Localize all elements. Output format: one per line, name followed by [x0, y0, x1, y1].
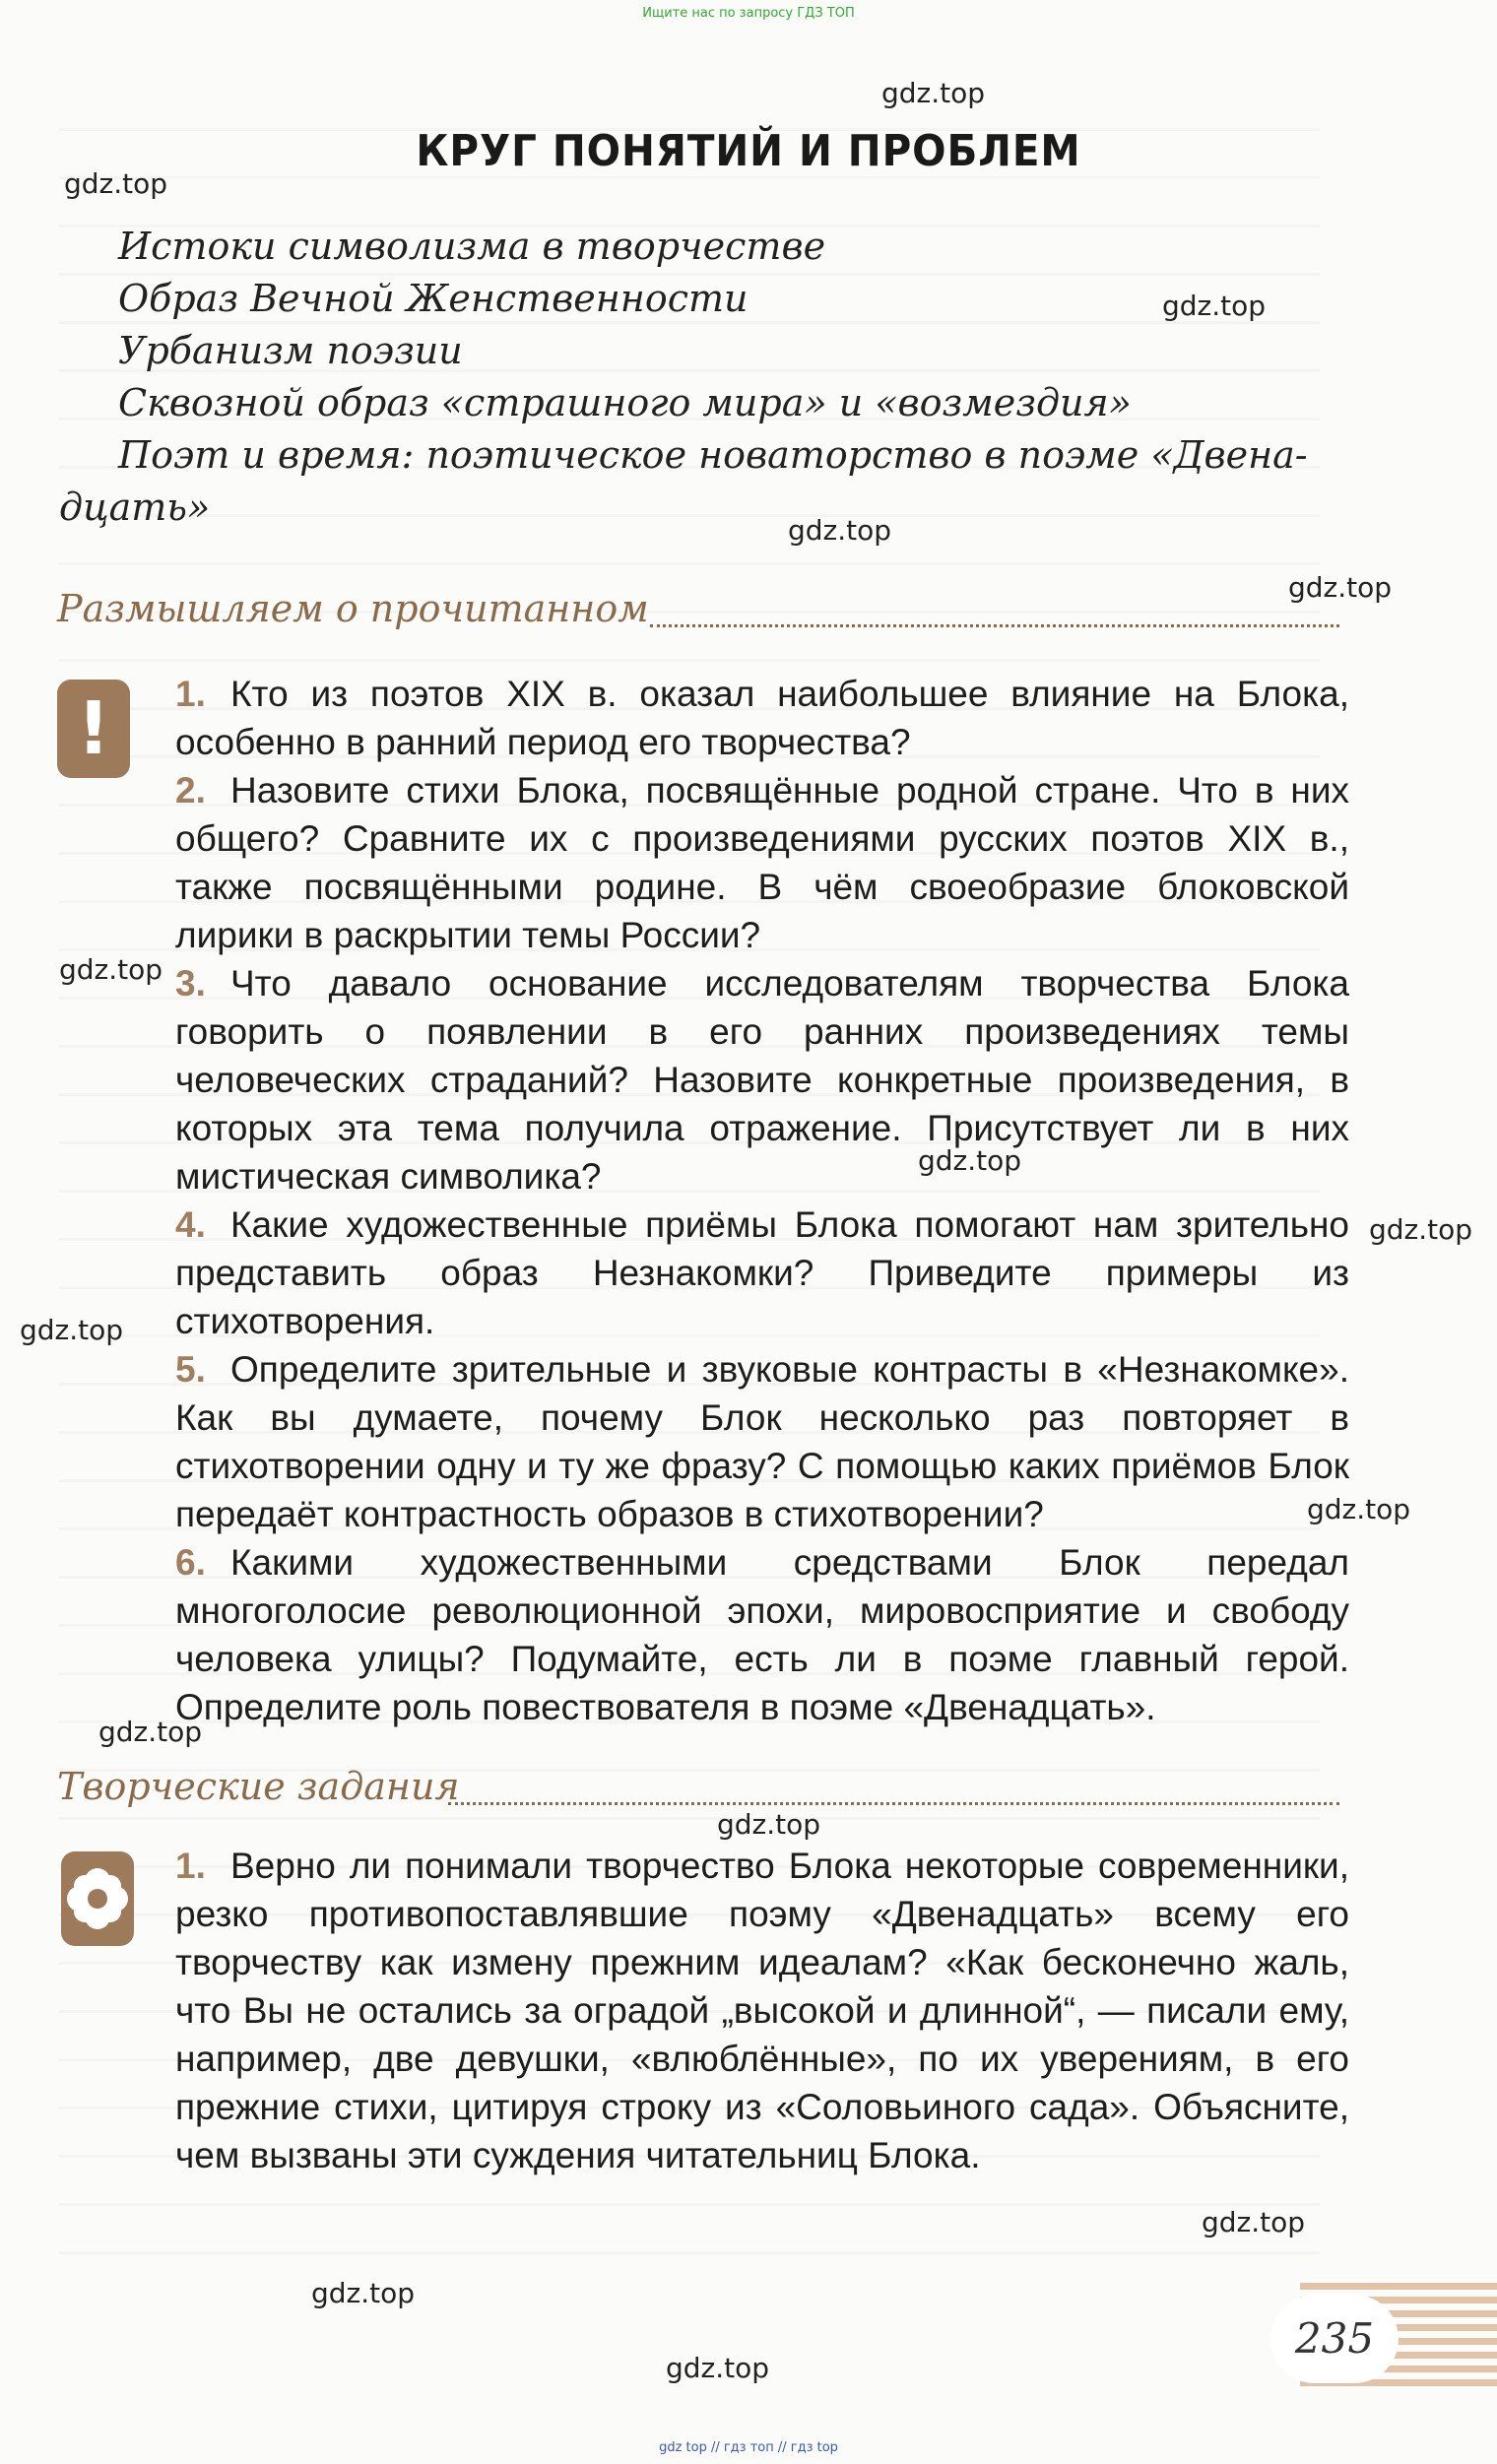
- section-title-reflect: Размышляем о прочитанном: [57, 587, 649, 630]
- top-banner: Ищите нас по запросу ГДЗ ТОП: [642, 6, 855, 21]
- question-text: Кто из поэтов XIX в. оказал наибольшее влияние на Блока, особенно в ранний период его творчества?: [175, 674, 1349, 762]
- watermark: gdz.top: [918, 1144, 1022, 1177]
- task-text: Верно ли понимали творчество Блока некоторые современники, резко противопоставлявшие поэму «Двенадцать» всему его творчеству как измену прежним идеалам? «Как бесконечно жаль, что Вы не остались за оградой „высокой и длинной“, — писали ему, например, две девушки, «влюблённые», по их уверениям, в его прежние стихи, цитируя строку из «Соловьиного сада». Объясните, чем вызваны эти суждения читательниц Блока.: [175, 1846, 1349, 2175]
- question-number: 4.: [175, 1204, 206, 1245]
- question-1: [175, 670, 1349, 766]
- question-4: [175, 1200, 1349, 1345]
- task-1: [175, 1842, 1349, 2179]
- watermark: gdz.top: [717, 1808, 821, 1841]
- concept-item: Истоки символизма в творчестве: [118, 225, 826, 268]
- watermark: gdz.top: [1307, 1493, 1411, 1525]
- page-heading: КРУГ ПОНЯТИЙ И ПРОБЛЕМ: [416, 126, 1081, 176]
- watermark: gdz.top: [64, 167, 168, 200]
- watermark: gdz.top: [666, 2352, 770, 2384]
- section-title-creative: Творческие задания: [57, 1765, 460, 1808]
- question-2: [175, 766, 1349, 959]
- watermark: gdz.top: [59, 953, 163, 986]
- watermark: gdz.top: [1369, 1213, 1473, 1246]
- concept-item-continuation: дцать»: [59, 486, 211, 529]
- concepts-list: [59, 221, 1349, 534]
- concept-item: Образ Вечной Женственности: [118, 277, 748, 320]
- section-divider: [650, 624, 1339, 627]
- question-text: Какими художественными средствами Блок передал многоголосие революционной эпохи, мировосприятие и свободу человека улицы? Подумайте, есть ли в поэме главный герой. Определите роль повествователя в поэме «Двенадцать».: [175, 1542, 1349, 1727]
- question-text: Какие художественные приёмы Блока помогают нам зрительно представить образ Незнакомки? Приведите примеры из стихотворения.: [175, 1204, 1349, 1341]
- question-number: 5.: [175, 1349, 206, 1390]
- question-number: 1.: [175, 674, 206, 714]
- watermark: gdz.top: [1288, 571, 1393, 604]
- question-text: Что давало основание исследователям творчества Блока говорить о появлении в его ранних произведениях темы человеческих страданий? Назовите конкретные произведения, в которых эта тема получила отражение. Присутствует ли в них мистическая символика?: [175, 963, 1349, 1197]
- question-6: [175, 1538, 1349, 1731]
- watermark: gdz.top: [311, 2277, 416, 2309]
- watermark: gdz.top: [1162, 290, 1267, 322]
- page-number: 235: [1270, 2295, 1399, 2383]
- section-divider: [448, 1802, 1339, 1805]
- question-text: Определите зрительные и звуковые контрасты в «Незнакомке». Как вы думаете, почему Блок несколько раз повторяет в стихотворении одну и ту же фразу? С помощью каких приёмов Блок передаёт контрастность образов в стихотворении?: [175, 1349, 1349, 1534]
- question-text: Назовите стихи Блока, посвящённые родной стране. Что в них общего? Сравните их с произведениями русских поэтов XIX в., также посвящёнными родине. В чём своеобразие блоковской лирики в раскрытии темы России?: [175, 770, 1349, 955]
- flower-icon: [61, 1851, 134, 1946]
- task-number: 1.: [175, 1846, 206, 1886]
- concept-item: Урбанизм поэзии: [118, 329, 463, 372]
- watermark: gdz.top: [1202, 2206, 1306, 2238]
- concept-item: Поэт и время: поэтическое новаторство в поэме «Двена-: [118, 433, 1308, 477]
- question-3: [175, 959, 1349, 1200]
- bottom-banner: gdz top // гдз топ // гдз top: [659, 2440, 838, 2455]
- watermark: gdz.top: [788, 514, 892, 547]
- exclamation-icon: !: [57, 680, 130, 778]
- watermark: gdz.top: [881, 77, 986, 109]
- watermark: gdz.top: [98, 1716, 203, 1748]
- question-number: 6.: [175, 1542, 206, 1583]
- question-number: 3.: [175, 963, 206, 1004]
- watermark: gdz.top: [20, 1314, 124, 1346]
- question-5: [175, 1345, 1349, 1538]
- question-number: 2.: [175, 770, 206, 811]
- concept-item: Сквозной образ «страшного мира» и «возмездия»: [118, 381, 1132, 424]
